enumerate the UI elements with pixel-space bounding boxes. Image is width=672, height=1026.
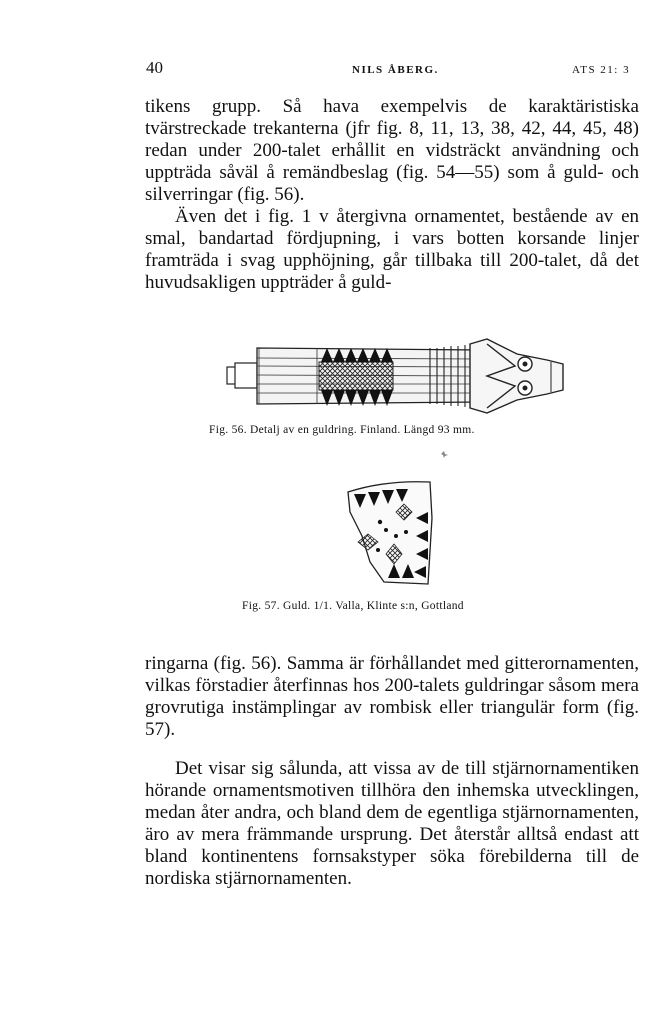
figure-caption: Fig. 56. Detalj av en guldring. Finland. Längd 93 mm.	[209, 424, 475, 436]
print-speck	[441, 451, 448, 458]
ring-detail-illustration	[225, 336, 585, 416]
body-paragraph: ringarna (fig. 56). Samma är förhållandet med gitterornamenten, vilkas förstadier återfinnas hos 200-talets guldringar såsom mera grovrutiga instämplingar av rombisk eller triangulär form (fig. 57).	[145, 653, 639, 740]
paragraph-text: Även det i fig. 1 v återgivna ornamentet, bestående av en smal, bandartad fördjupning, i vars botten korsande linjer framträda i svag upphöjning, går tillbaka till 200-talet, då det huvudsakligen uppträder å guld-	[145, 206, 639, 293]
paragraph-text: tikens grupp. Så hava exempelvis de karaktäristiska tvärstreckade trekanterna (jfr fig. 8, 11, 13, 38, 42, 44, 45, 48) redan under 200-talet erhållit en vidsträckt användning och uppträda såväl å remändbeslag (fig. 54—55) som å guld- och silverringar (fig. 56).	[145, 96, 639, 205]
gold-fragment-illustration	[340, 478, 440, 590]
body-paragraph	[145, 96, 639, 294]
page-number: 40	[146, 58, 163, 77]
running-head: NILS ÅBERG.	[352, 64, 439, 76]
figure-caption: Fig. 57. Guld. 1/1. Valla, Klinte s:n, Gottland	[242, 600, 464, 612]
body-paragraph: Det visar sig sålunda, att vissa av de till stjärnornamentiken hörande ornamentsmotiven tillhöra den inhemska utvecklingen, medan åter andra, och bland dem de egentliga stjärnornamenten, äro av mera främmande ursprung. Det återstår alltså endast att bland kontinentens fornsakstyper söka förebilderna till de nordiska stjärnornamenten.	[145, 758, 639, 889]
journal-reference: ATS 21: 3	[572, 64, 631, 76]
page-header	[140, 56, 640, 80]
